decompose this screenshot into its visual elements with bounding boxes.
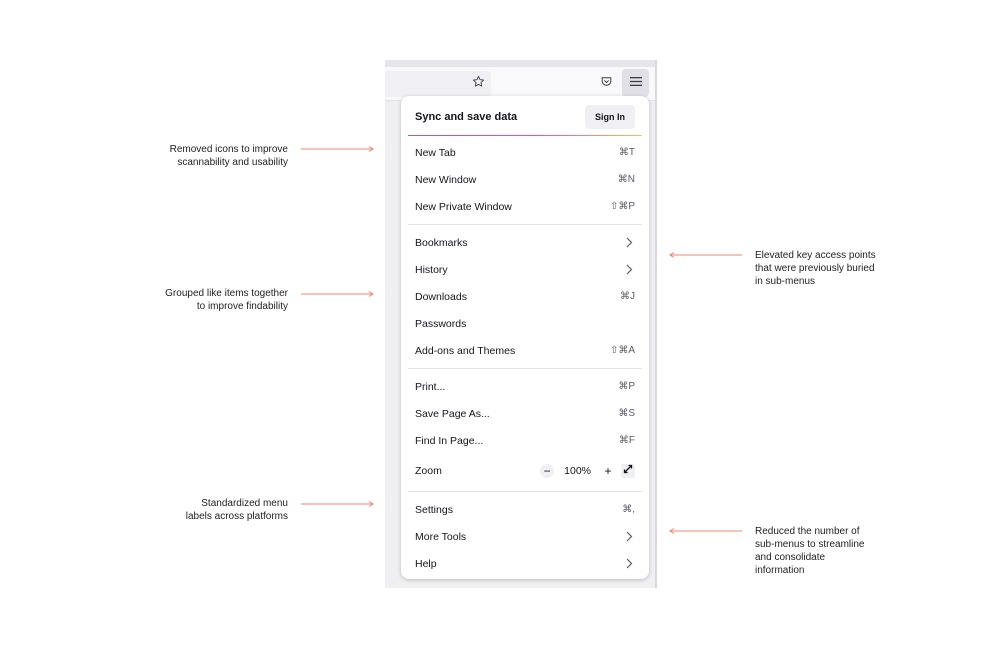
menu-item-label: Save Page As...: [415, 407, 490, 420]
annotation-line: that were previously buried: [755, 263, 875, 274]
zoom-label: Zoom: [415, 464, 442, 477]
annotation-line: labels across platforms: [185, 511, 288, 522]
app-menu-button[interactable]: [622, 69, 649, 97]
chevron-right-icon: [623, 237, 635, 249]
menu-item-more-tools[interactable]: [408, 523, 642, 550]
menu-item-help[interactable]: [408, 550, 642, 577]
menu-item-shortcut: ⇧⌘P: [609, 201, 635, 212]
menu-item-shortcut: ⌘N: [617, 174, 635, 185]
menu-item-settings[interactable]: [408, 496, 642, 523]
fullscreen-button[interactable]: [621, 464, 635, 478]
menu-item-label: Find In Page...: [415, 434, 484, 447]
sync-row: [408, 99, 642, 135]
menu-item-label: More Tools: [415, 530, 467, 543]
annotation-removed-icons: [170, 143, 288, 169]
menu-item-label: Add-ons and Themes: [415, 344, 516, 357]
menu-item-label: Help: [415, 557, 437, 570]
menu-separator: [408, 224, 642, 225]
annotation-line: and consolidate: [755, 552, 826, 563]
sync-title: Sync and save data: [415, 111, 518, 123]
menu-item-shortcut: ⌘P: [618, 381, 635, 392]
annotation-line: Standardized menu: [201, 498, 288, 509]
chevron-right-icon: [623, 264, 635, 276]
menu-item-label: New Tab: [415, 146, 456, 159]
menu-item-print[interactable]: [408, 373, 642, 400]
menu-item-passwords[interactable]: [408, 310, 642, 337]
menu-item-bookmarks[interactable]: [408, 229, 642, 256]
chevron-right-icon: [623, 531, 635, 543]
annotation-line: scannability and usability: [177, 157, 288, 168]
chevron-right-icon: [623, 558, 635, 570]
annotation-line: Reduced the number of: [755, 526, 860, 537]
annotation-line: information: [755, 565, 805, 576]
menu-item-shortcut: ⌘S: [618, 408, 635, 419]
menu-item-label: Passwords: [415, 317, 467, 330]
annotation-line: to improve findability: [196, 301, 288, 312]
arrow-right-icon: [301, 290, 375, 298]
app-menu-panel: [401, 96, 649, 579]
menu-item-addons-themes[interactable]: [408, 337, 642, 364]
menu-item-new-tab[interactable]: [408, 139, 642, 166]
menu-item-zoom: [408, 454, 642, 487]
menu-item-label: Downloads: [415, 290, 467, 303]
menu-item-shortcut: ⌘T: [618, 147, 635, 158]
pocket-button[interactable]: [595, 72, 617, 96]
sync-gradient-divider: [408, 135, 642, 136]
menu-item-history[interactable]: [408, 256, 642, 283]
zoom-controls: [540, 464, 635, 478]
zoom-in-button[interactable]: +: [604, 463, 612, 478]
menu-item-find-in-page[interactable]: [408, 427, 642, 454]
annotation-line: sub-menus to streamline: [755, 539, 865, 550]
expand-diagonal-icon: [623, 464, 633, 477]
annotation-standardized-labels: [186, 497, 288, 523]
menu-item-shortcut: ⌘F: [618, 435, 635, 446]
zoom-out-button[interactable]: −: [540, 464, 554, 478]
menu-item-label: Settings: [415, 503, 453, 516]
menu-item-save-page-as[interactable]: [408, 400, 642, 427]
arrow-left-icon: [668, 251, 742, 259]
menu-item-shortcut: ⌘,: [622, 504, 635, 515]
arrow-right-icon: [301, 500, 375, 508]
zoom-level-reset-button[interactable]: 100%: [564, 464, 591, 477]
arrow-right-icon: [301, 145, 375, 153]
pocket-icon: [600, 75, 613, 93]
arrow-left-icon: [668, 527, 742, 535]
annotation-elevated-access: [755, 249, 876, 288]
annotation-line: Grouped like items together: [165, 288, 288, 299]
star-icon: [472, 75, 485, 93]
hamburger-icon: [630, 74, 642, 92]
menu-item-label: Print...: [415, 380, 446, 393]
menu-separator: [408, 491, 642, 492]
annotation-line: Removed icons to improve: [169, 144, 288, 155]
menu-item-shortcut: ⇧⌘A: [609, 345, 635, 356]
sign-in-button[interactable]: Sign In: [585, 105, 635, 129]
annotation-line: in sub-menus: [755, 276, 816, 287]
menu-item-downloads[interactable]: [408, 283, 642, 310]
menu-item-label: History: [415, 263, 448, 276]
menu-item-label: Bookmarks: [415, 236, 468, 249]
menu-item-new-private-window[interactable]: [408, 193, 642, 220]
tab-strip: [385, 60, 655, 67]
menu-item-label: New Private Window: [415, 200, 512, 213]
menu-item-new-window[interactable]: [408, 166, 642, 193]
menu-item-label: New Window: [415, 173, 477, 186]
menu-separator: [408, 368, 642, 369]
annotation-reduced-submenus: [755, 525, 865, 577]
annotation-grouped-items: [165, 287, 288, 313]
annotation-line: Elevated key access points: [755, 250, 876, 261]
bookmark-star-button[interactable]: [467, 72, 489, 96]
menu-item-shortcut: ⌘J: [620, 291, 635, 302]
